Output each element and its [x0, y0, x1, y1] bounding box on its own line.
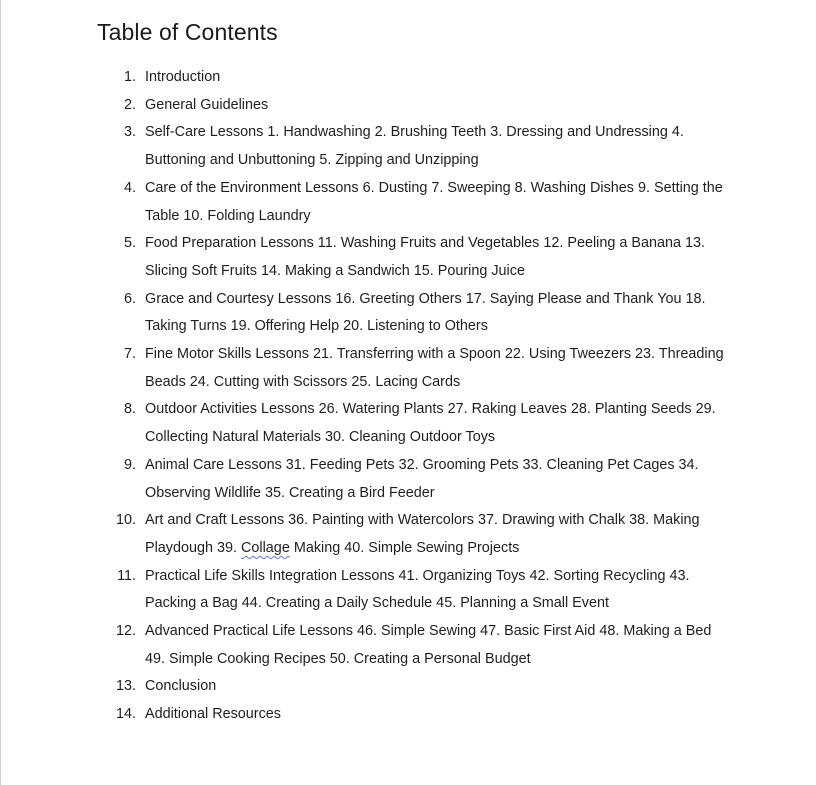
- toc-item-13: [0, 673, 725, 701]
- spellcheck-flagged-word[interactable]: Collage: [241, 539, 290, 556]
- toc-item-10: [0, 507, 725, 562]
- toc-item-text: General Guidelines: [145, 96, 269, 113]
- toc-item-1: [0, 64, 725, 92]
- toc-item-text: Grace and Courtesy Lessons 16. Greeting Others 17. Saying Please and Thank You 18. Taking Turns 19. Offering Help 20. Listening to Others: [145, 290, 706, 335]
- toc-item-text: Animal Care Lessons 31. Feeding Pets 32. Grooming Pets 33. Cleaning Pet Cages 34. Observing Wildlife 35. Creating a Bird Feeder: [145, 456, 699, 501]
- toc-item-text: Practical Life Skills Integration Lessons 41. Organizing Toys 42. Sorting Recycling 43. Packing a Bag 44. Creating a Daily Schedule 45. Planning a Small Event: [145, 567, 690, 612]
- toc-item-number: 8.: [123, 401, 136, 418]
- toc-item-number: 1.: [123, 69, 136, 85]
- toc-item-text: Fine Motor Skills Lessons 21. Transferring with a Spoon 22. Using Tweezers 23. Threading Beads 24. Cutting with Scissors 25. Lacing Cards: [145, 346, 724, 390]
- toc-item-number: 12.: [115, 623, 136, 640]
- toc-item-text: Additional Resources: [145, 706, 281, 723]
- toc-item-text: Food Preparation Lessons 11. Washing Fruits and Vegetables 12. Peeling a Banana 13. Slicing Soft Fruits 14. Making a Sandwich 15. Pouring Juice: [145, 235, 706, 279]
- toc-item-number: 6.: [123, 290, 136, 307]
- toc-item-11: [0, 563, 725, 618]
- toc-item-text-part: Making 40. Simple Sewing Projects: [289, 539, 520, 556]
- toc-item-6: [0, 286, 725, 341]
- toc-item-text: Self-Care Lessons 1. Handwashing 2. Brushing Teeth 3. Dressing and Undressing 4. Buttoning and Unbuttoning 5. Zipping and Unzipping: [145, 124, 684, 169]
- table-of-contents-list: [0, 64, 816, 729]
- toc-item-number: 13.: [115, 678, 136, 695]
- toc-item-text: [145, 507, 725, 562]
- toc-item-12: [0, 618, 725, 673]
- toc-item-3: [0, 119, 725, 174]
- toc-item-9: [0, 452, 725, 507]
- toc-item-text: Advanced Practical Life Lessons 46. Simple Sewing 47. Basic First Aid 48. Making a Bed 49. Simple Cooking Recipes 50. Creating a Personal Budget: [145, 623, 712, 667]
- toc-item-number: 9.: [123, 456, 136, 473]
- toc-item-number: 5.: [123, 235, 136, 252]
- toc-item-8: [0, 396, 725, 451]
- toc-item-number: 2.: [123, 96, 136, 113]
- toc-item-4: [0, 175, 725, 230]
- toc-item-number: 4.: [123, 179, 136, 196]
- document-title: Table of Contents: [97, 19, 278, 45]
- toc-item-number: 10.: [115, 512, 136, 529]
- toc-item-text: Outdoor Activities Lessons 26. Watering Plants 27. Raking Leaves 28. Planting Seeds 29. Collecting Natural Materials 30. Cleaning Outdoor Toys: [145, 401, 716, 446]
- toc-item-5: [0, 230, 725, 285]
- toc-item-text: Care of the Environment Lessons 6. Dusting 7. Sweeping 8. Washing Dishes 9. Setting the Table 10. Folding Laundry: [145, 179, 723, 224]
- toc-item-14: [0, 701, 725, 729]
- toc-item-number: 7.: [123, 346, 136, 363]
- toc-item-text: Conclusion: [145, 678, 217, 695]
- toc-item-7: [0, 341, 725, 396]
- toc-item-number: 14.: [115, 706, 136, 723]
- toc-item-number: 3.: [123, 124, 136, 141]
- toc-item-number: 11.: [117, 567, 136, 584]
- toc-item-2: [0, 92, 725, 120]
- toc-item-text-part: Art and Craft Lessons 36. Painting with Watercolors 37. Drawing with Chalk 38. Making Playdough 39.: [145, 512, 700, 556]
- toc-item-text: Introduction: [145, 69, 221, 85]
